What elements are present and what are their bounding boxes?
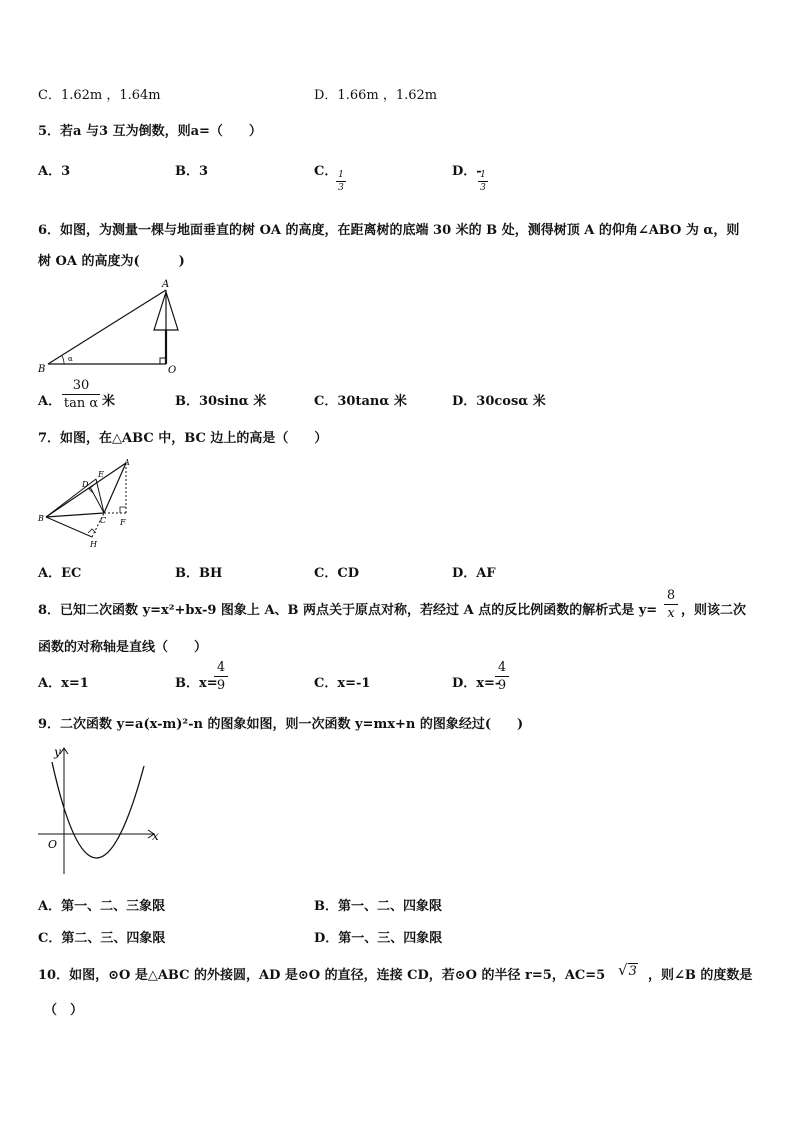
q7-label-h: H <box>90 540 97 549</box>
q7-label-e: E <box>98 470 104 479</box>
q5-option-c-fraction <box>336 170 346 193</box>
q7-stem: 7．如图，在△ABC 中，BC 边上的高是（ ） <box>38 431 328 446</box>
q10-stem-pre: 10．如图，⊙O 是△ABC 的外接圆，AD 是⊙O 的直径，连接 CD，若⊙O 的半径 r=5，AC=5 <box>38 968 606 983</box>
q8-stem-fraction <box>664 588 678 621</box>
q9-option-b: B．第一、二、四象限 <box>314 899 442 914</box>
q7-option-b: B．BH <box>175 566 223 581</box>
q9-parabola-figure <box>38 742 168 877</box>
q6-stem-line1: 6．如图，为测量一棵与地面垂直的树 OA 的高度，在距离树的底端 30 米的 B 处，测得树顶 A 的仰角∠ABO 为 α，则 <box>38 223 740 238</box>
q6-label-a: A <box>162 279 170 290</box>
fraction-numerator: 1 <box>480 170 486 180</box>
q9-label-x: x <box>152 829 159 843</box>
q8-option-d-fraction <box>495 660 509 693</box>
fraction-denominator: tan α <box>63 396 99 411</box>
q6-label-o: O <box>168 365 177 376</box>
q5-stem: 5．若a 与3 互为倒数，则a=（ ） <box>38 124 262 139</box>
q10-sqrt: √3 <box>618 961 637 979</box>
q5-option-a: A．3 <box>38 164 71 179</box>
q8-option-a: A．x=1 <box>38 676 89 691</box>
q6-option-a-label: A． <box>38 394 62 409</box>
q10-stem-post: ，则∠B 的度数是 <box>648 968 753 983</box>
q9-label-y: y <box>54 745 61 759</box>
q7-label-d: D <box>82 480 89 489</box>
fraction-numerator: 4 <box>216 660 226 675</box>
q8-stem-pre: 8．已知二次函数 y=x²+bx-9 图象上 A、B 两点关于原点对称，若经过 A 点的反比例函数的解析式是 y= <box>38 603 658 618</box>
q7-option-a: A．EC <box>38 566 82 581</box>
fraction-numerator: 8 <box>666 588 676 603</box>
q6-triangle-figure <box>38 280 188 375</box>
fraction-denominator: x <box>667 606 675 621</box>
q6-option-c: C．30tanα 米 <box>314 394 407 409</box>
q7-option-c: C．CD <box>314 566 359 581</box>
q5-option-c-label: C． <box>314 164 338 179</box>
q7-label-f: F <box>120 518 126 527</box>
q6-label-b: B <box>38 364 46 375</box>
q8-stem-line2: 函数的对称轴是直线（ ） <box>38 640 208 655</box>
q8-option-b-label: B．x= <box>175 676 218 691</box>
q5-option-b: B．3 <box>175 164 209 179</box>
q6-label-alpha: α <box>68 355 73 363</box>
q4-option-c: C．1.62m ，1.64m <box>38 88 161 103</box>
fraction-denominator: 9 <box>216 678 226 693</box>
q9-option-a: A．第一、二、三象限 <box>38 899 166 914</box>
q9-stem: 9．二次函数 y=a(x-m)²-n 的图象如图，则一次函数 y=mx+n 的图象经过( ) <box>38 717 524 732</box>
q7-triangle-figure <box>38 457 138 552</box>
q6-option-a-fraction <box>62 378 100 411</box>
q9-option-c: C．第二、三、四象限 <box>38 931 166 946</box>
q9-option-d: D．第一、三、四象限 <box>314 931 443 946</box>
q8-stem-post: ，则该二次 <box>681 603 747 618</box>
fraction-denominator: 3 <box>338 183 344 193</box>
q6-stem-line2: 树 OA 的高度为( ) <box>38 254 185 269</box>
q9-label-o: O <box>48 838 58 851</box>
q7-option-d: D．AF <box>452 566 496 581</box>
q8-option-c: C．x=-1 <box>314 676 371 691</box>
q6-option-d: D．30cosα 米 <box>452 394 546 409</box>
fraction-numerator: 30 <box>72 378 90 393</box>
q8-option-b-fraction <box>214 660 228 693</box>
q7-label-b: B <box>38 514 44 523</box>
fraction-denominator: 9 <box>497 678 507 693</box>
fraction-numerator: 1 <box>338 170 344 180</box>
sqrt-radicand: 3 <box>628 964 637 979</box>
q5-option-d-fraction <box>478 170 488 193</box>
fraction-denominator: 3 <box>480 183 486 193</box>
q5-option-d-label: D．- <box>452 164 482 179</box>
q7-label-a: A <box>124 458 130 467</box>
q10-stem-line2: （ ） <box>44 1003 84 1018</box>
q6-option-b: B．30sinα 米 <box>175 394 267 409</box>
q4-option-d: D．1.66m ，1.62m <box>314 88 438 103</box>
q7-label-c: C <box>100 516 107 525</box>
q8-option-d-label: D．x=- <box>452 676 501 691</box>
fraction-numerator: 4 <box>497 660 507 675</box>
q6-option-a-unit: 米 <box>102 394 116 409</box>
